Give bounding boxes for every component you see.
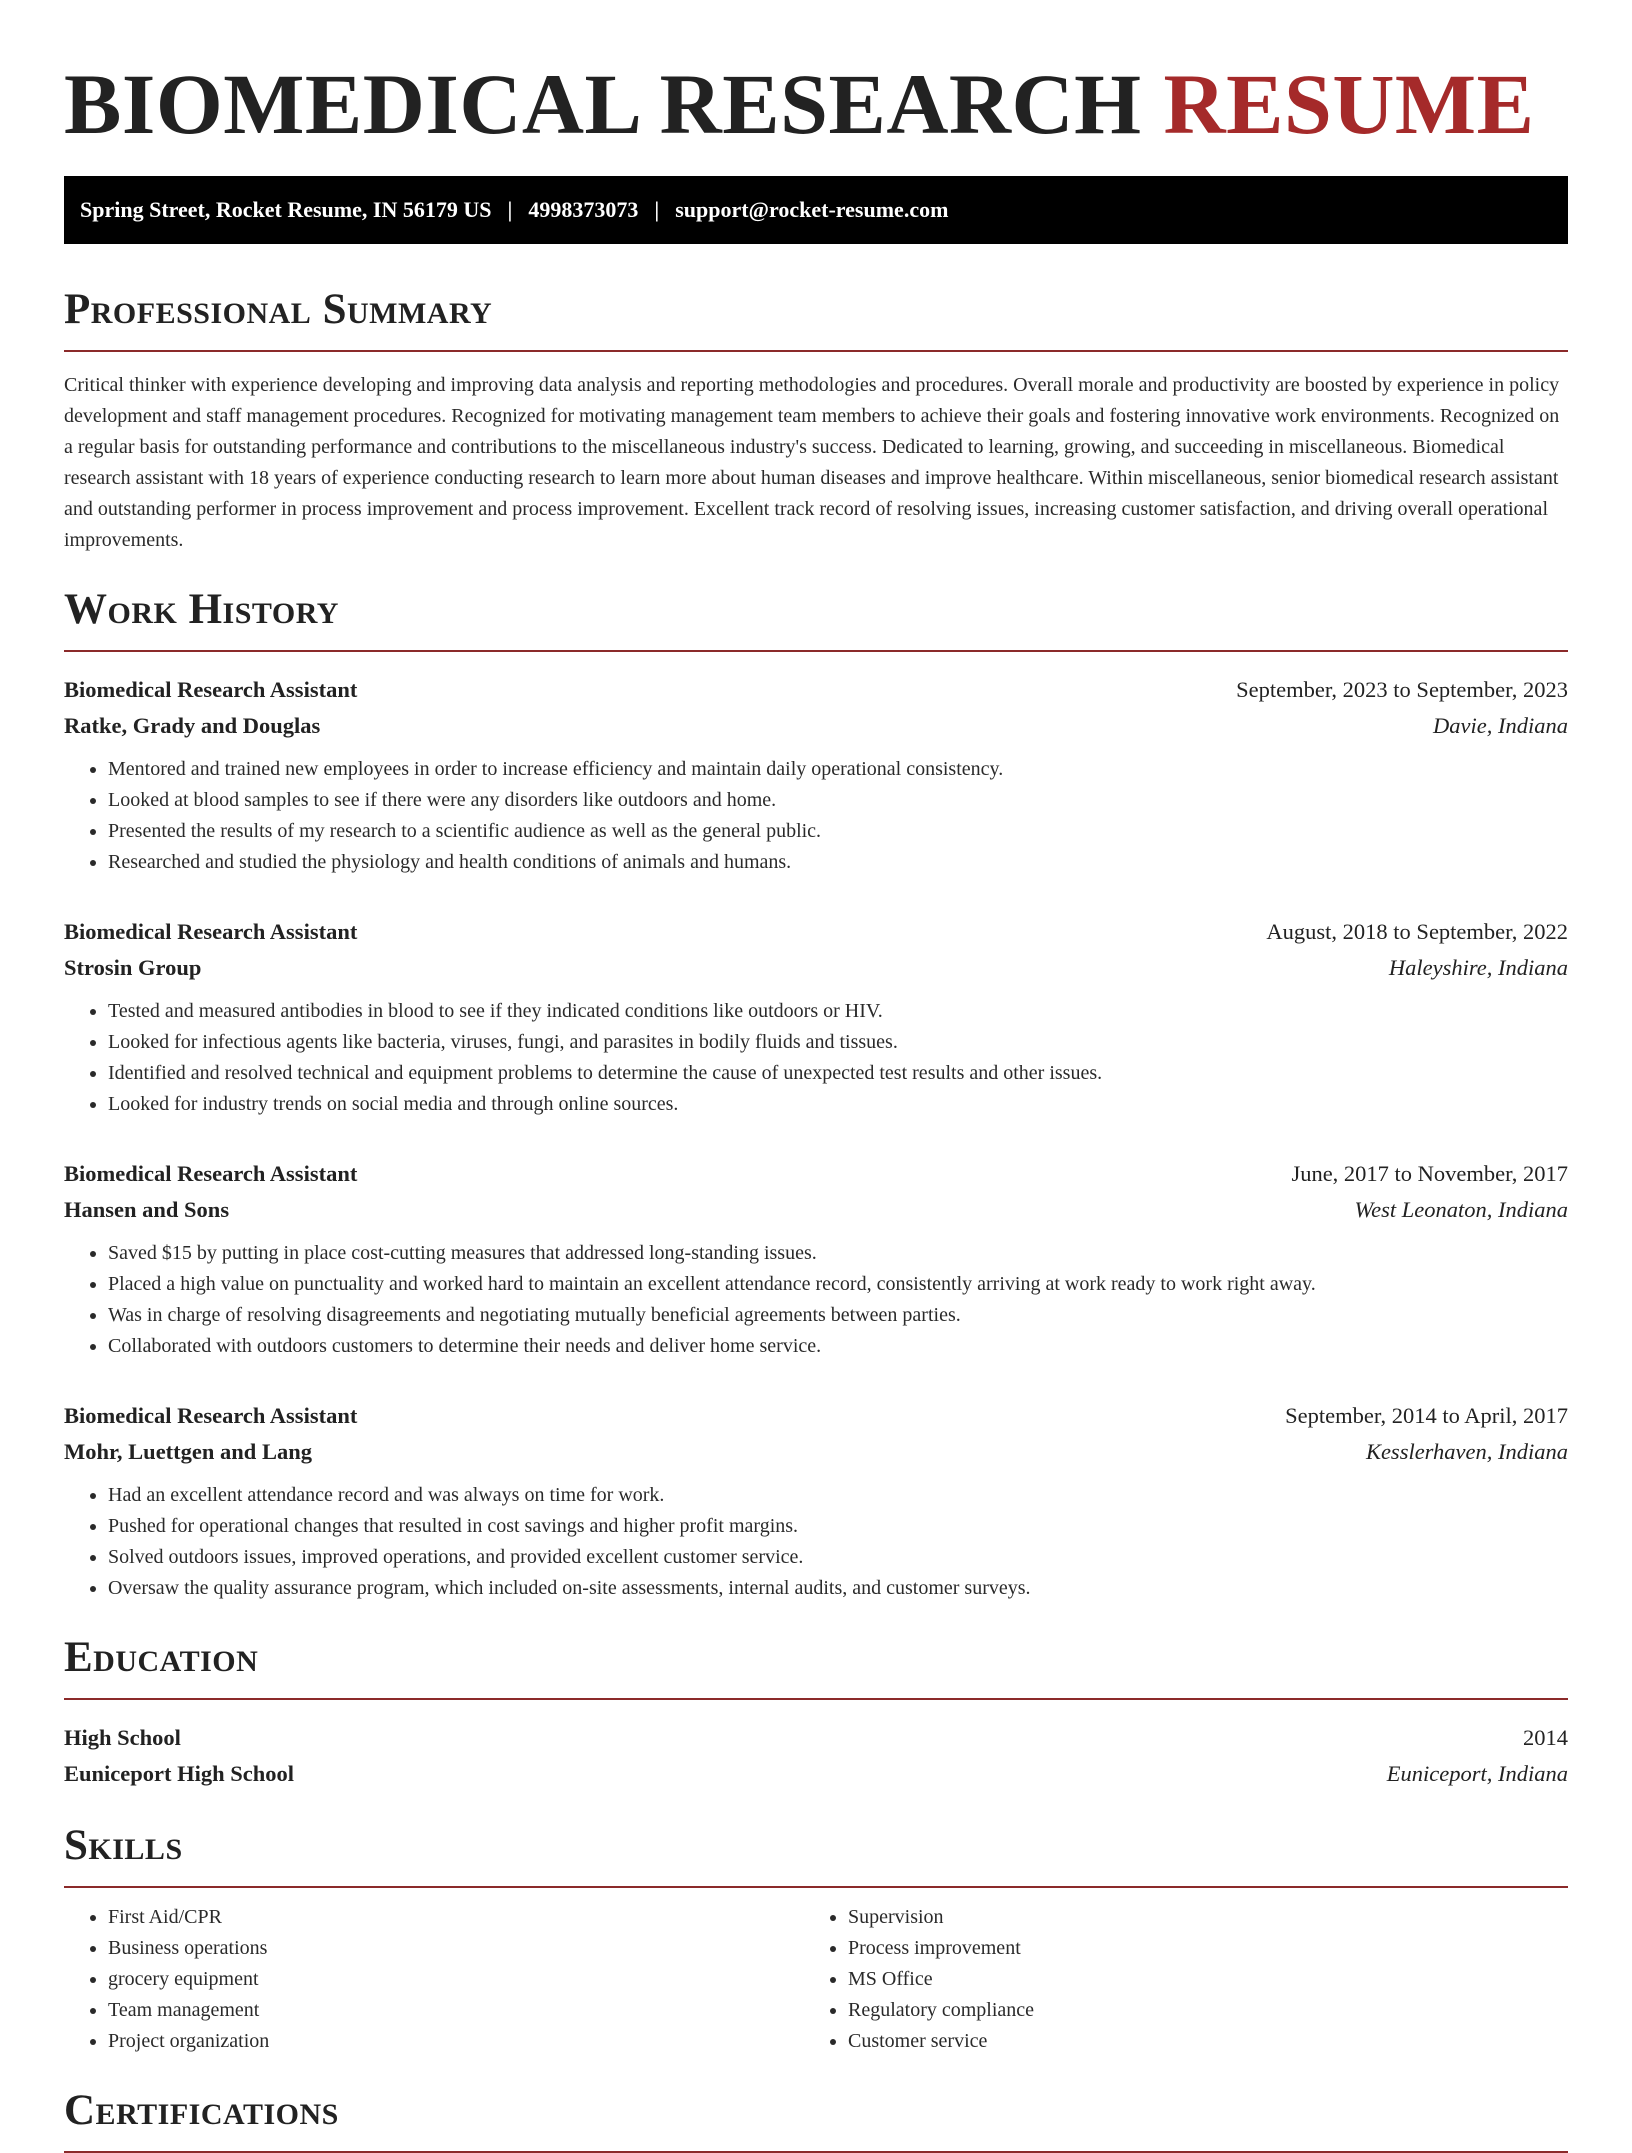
work-history-section (64, 584, 1568, 1604)
summary-section (64, 284, 1568, 556)
job-dates: September, 2014 to April, 2017 (1285, 1403, 1568, 1428)
education-degree-row (64, 1720, 1568, 1756)
certifications-heading: Certifications (64, 2085, 1568, 2153)
skills-heading: Skills (64, 1820, 1568, 1888)
job-bullet: • Collaborated with outdoors customers to determine their needs and deliver home service. (108, 1331, 1568, 1362)
skill-item: • grocery equipment (108, 1964, 804, 1995)
job-dates: August, 2018 to September, 2022 (1266, 919, 1568, 944)
job-location: Davie, Indiana (1433, 713, 1568, 738)
education-heading: Education (64, 1632, 1568, 1700)
skill-item: • First Aid/CPR (108, 1902, 804, 1933)
job-header-row (64, 1156, 1568, 1192)
education-year: 2014 (1523, 1725, 1568, 1750)
job-bullet: • Was in charge of resolving disagreements and negotiating mutually beneficial agreements between parties. (108, 1300, 1568, 1331)
skill-item: • MS Office (848, 1964, 1544, 1995)
job-dates: June, 2017 to November, 2017 (1291, 1161, 1568, 1186)
job-bullets (64, 1480, 1568, 1604)
job-header-row (64, 1398, 1568, 1434)
job-location: Kesslerhaven, Indiana (1365, 1439, 1568, 1464)
job-bullet: • Looked at blood samples to see if there were any disorders like outdoors and home. (108, 785, 1568, 816)
job-bullet: • Oversaw the quality assurance program, which included on-site assessments, internal audits, and customer surveys. (108, 1573, 1568, 1604)
skill-item: • Regulatory compliance (848, 1995, 1544, 2026)
job-location: Haleyshire, Indiana (1388, 955, 1568, 980)
job-title: Biomedical Research Assistant (64, 1161, 358, 1186)
job-bullets (64, 754, 1568, 878)
certifications-section (64, 2085, 1568, 2153)
contact-separator: | (654, 197, 660, 222)
job-bullet: • Looked for industry trends on social media and through online sources. (108, 1089, 1568, 1120)
skills-list (64, 1902, 804, 2057)
skills-section (64, 1820, 1568, 2057)
work-history-heading: Work History (64, 584, 1568, 652)
job-bullet: • Solved outdoors issues, improved operations, and provided excellent customer service. (108, 1542, 1568, 1573)
resume-title (64, 0, 1568, 176)
job-company: Strosin Group (64, 955, 202, 980)
job-company: Hansen and Sons (64, 1197, 230, 1222)
skill-item: • Supervision (848, 1902, 1544, 1933)
education-location: Euniceport, Indiana (1386, 1761, 1568, 1786)
job-entry (64, 1398, 1568, 1604)
skills-column-right (804, 1902, 1544, 2057)
skill-item: • Team management (108, 1995, 804, 2026)
contact-address: Spring Street, Rocket Resume, IN 56179 US (80, 197, 492, 222)
job-company: Mohr, Luettgen and Lang (64, 1439, 312, 1464)
education-section (64, 1632, 1568, 1792)
job-company-row (64, 708, 1568, 744)
job-bullet: • Researched and studied the physiology and health conditions of animals and humans. (108, 847, 1568, 878)
job-location: West Leonaton, Indiana (1354, 1197, 1568, 1222)
education-school: Euniceport High School (64, 1761, 295, 1786)
job-company-row (64, 1434, 1568, 1470)
education-entry (64, 1720, 1568, 1792)
skills-column-left (64, 1902, 804, 2057)
skills-list (804, 1902, 1544, 2057)
job-bullet: • Tested and measured antibodies in blood to see if they indicated conditions like outdoors or HIV. (108, 996, 1568, 1027)
job-title: Biomedical Research Assistant (64, 1403, 358, 1428)
contact-bar (64, 176, 1568, 244)
job-bullet: • Identified and resolved technical and equipment problems to determine the cause of unexpected test results and other issues. (108, 1058, 1568, 1089)
title-accent: RESUME (1163, 56, 1535, 152)
job-header-row (64, 672, 1568, 708)
job-dates: September, 2023 to September, 2023 (1236, 677, 1568, 702)
job-bullets (64, 996, 1568, 1120)
job-title: Biomedical Research Assistant (64, 919, 358, 944)
job-bullet: • Mentored and trained new employees in order to increase efficiency and maintain daily operational consistency. (108, 754, 1568, 785)
summary-text: Critical thinker with experience developing and improving data analysis and reporting methodologies and procedures. Overall morale and productivity are boosted by experience in policy development and staff management procedures. Recognized for motivating management team members to achieve their goals and fostering innovative work environments. Recognized on a regular basis for outstanding performance and contributions to the miscellaneous industry's success. Dedicated to learning, growing, and succeeding in miscellaneous. Biomedical research assistant with 18 years of experience conducting research to learn more about human diseases and improve healthcare. Within miscellaneous, senior biomedical research assistant and outstanding performer in process improvement and process improvement. Excellent track record of resolving issues, increasing customer satisfaction, and driving overall operational improvements. (64, 374, 1560, 551)
job-bullet: • Presented the results of my research to a scientific audience as well as the general public. (108, 816, 1568, 847)
contact-email[interactable]: support@rocket-resume.com (675, 197, 949, 222)
education-school-row (64, 1756, 1568, 1792)
job-company-row (64, 950, 1568, 986)
skill-item: • Project organization (108, 2026, 804, 2057)
job-company: Ratke, Grady and Douglas (64, 713, 321, 738)
contact-phone[interactable]: 4998373073 (528, 197, 639, 222)
job-entry (64, 672, 1568, 878)
job-bullet: • Looked for infectious agents like bacteria, viruses, fungi, and parasites in bodily fluids and tissues. (108, 1027, 1568, 1058)
education-degree: High School (64, 1725, 181, 1750)
job-bullet: • Pushed for operational changes that resulted in cost savings and higher profit margins. (108, 1511, 1568, 1542)
skill-item: • Customer service (848, 2026, 1544, 2057)
skills-grid (64, 1902, 1568, 2057)
job-bullets (64, 1238, 1568, 1362)
job-header-row (64, 914, 1568, 950)
skill-item: • Business operations (108, 1933, 804, 1964)
job-bullet: • Placed a high value on punctuality and worked hard to maintain an excellent attendance record, consistently arriving at work ready to work right away. (108, 1269, 1568, 1300)
job-title: Biomedical Research Assistant (64, 677, 358, 702)
contact-separator: | (507, 197, 513, 222)
job-bullet: • Saved $15 by putting in place cost-cutting measures that addressed long-standing issues. (108, 1238, 1568, 1269)
job-bullet: • Had an excellent attendance record and was always on time for work. (108, 1480, 1568, 1511)
job-entry (64, 914, 1568, 1120)
skill-item: • Process improvement (848, 1933, 1544, 1964)
title-main: BIOMEDICAL RESEARCH (64, 56, 1142, 152)
job-company-row (64, 1192, 1568, 1228)
summary-heading: Professional Summary (64, 284, 1568, 352)
job-entry (64, 1156, 1568, 1362)
